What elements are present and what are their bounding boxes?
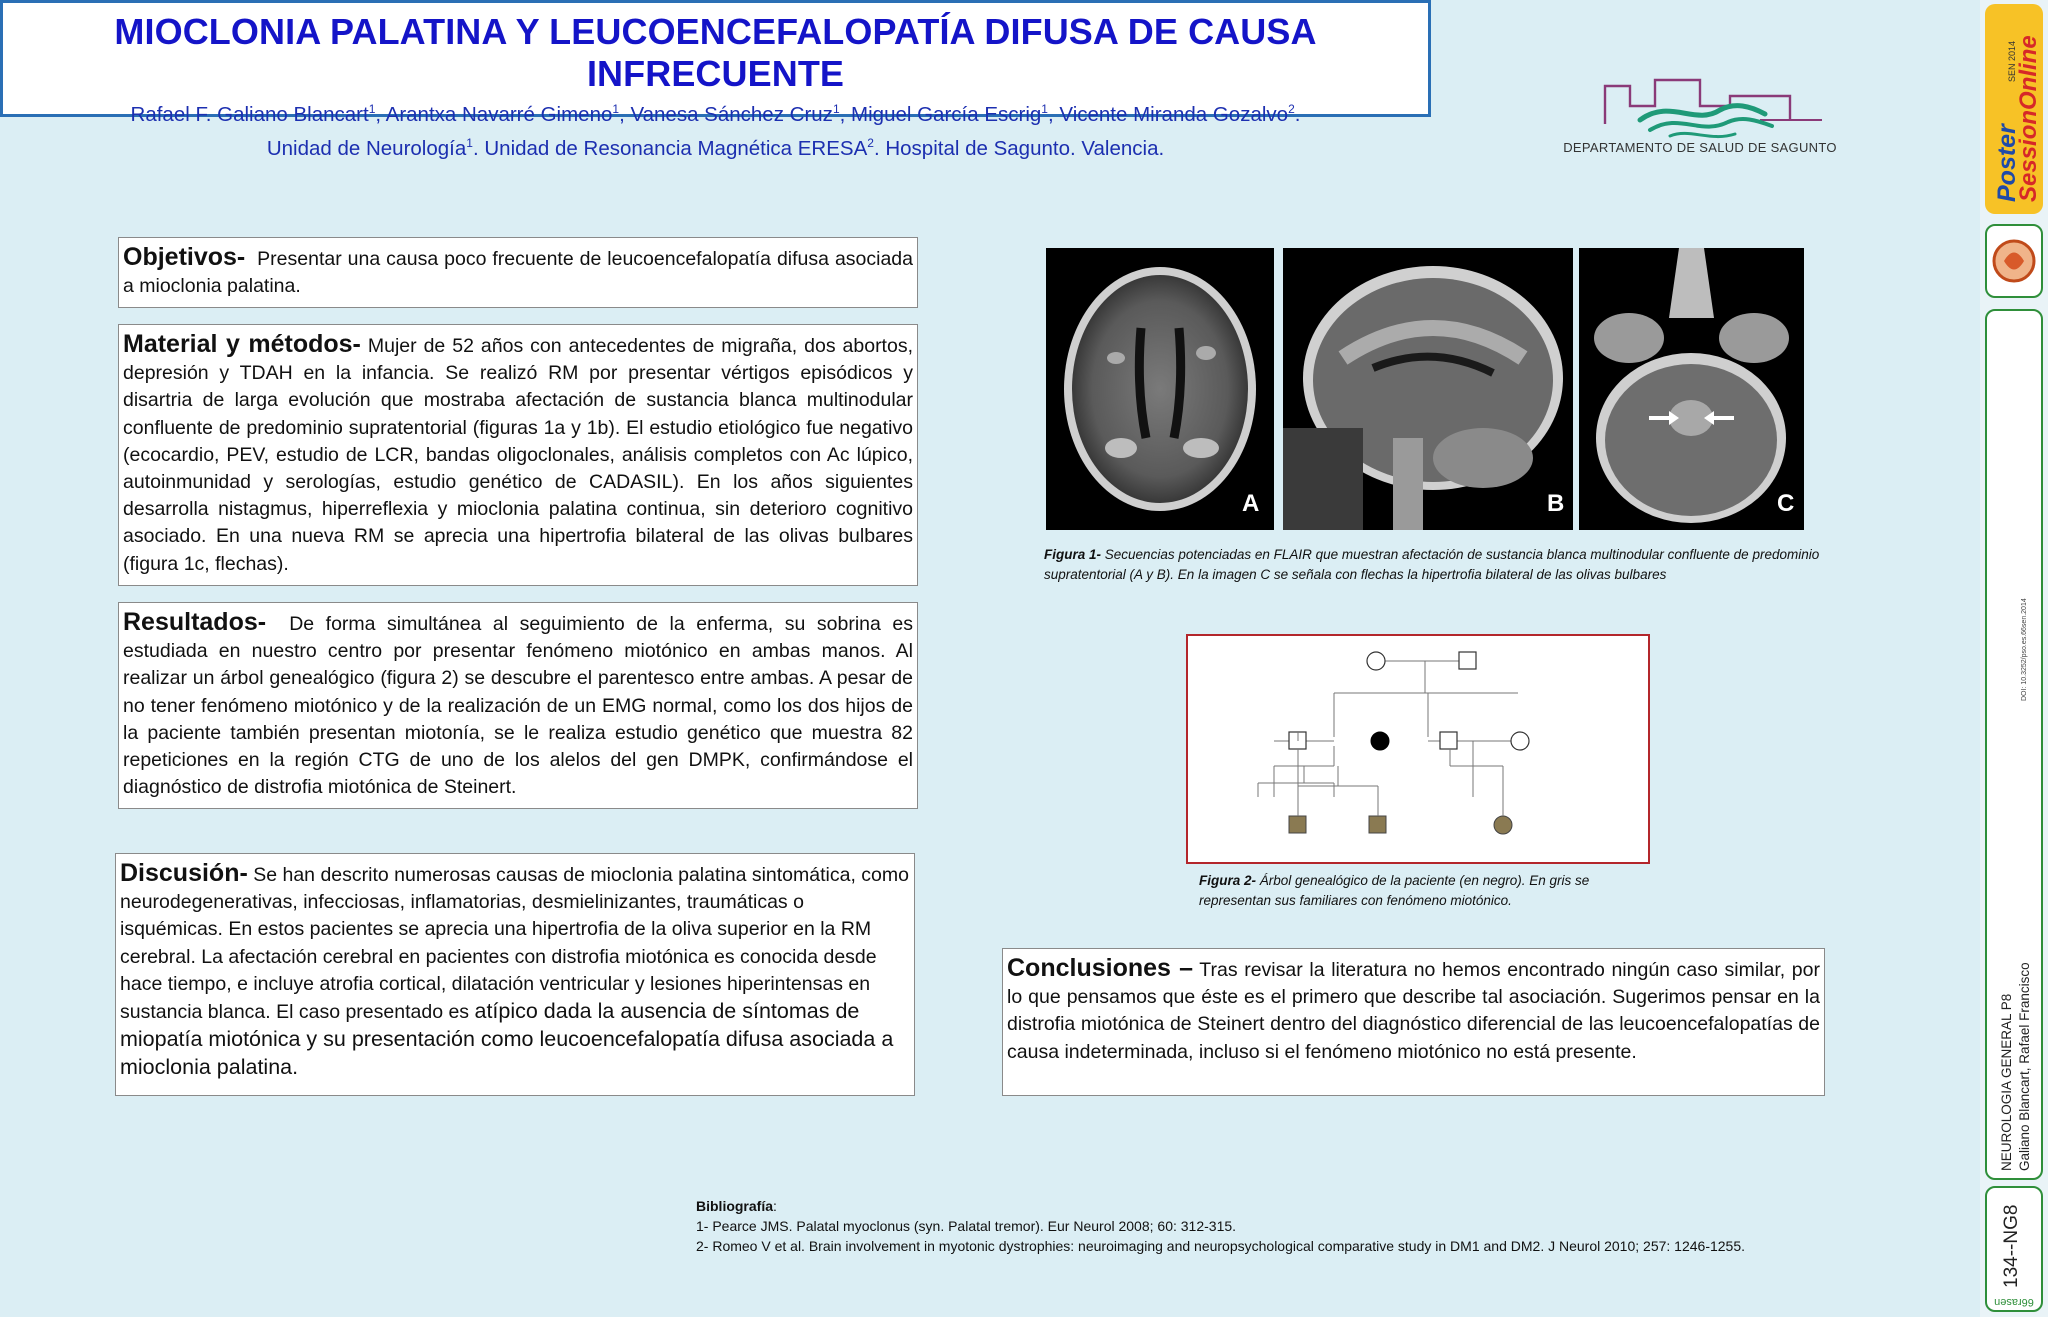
conclusiones-heading: Conclusiones – — [1007, 954, 1193, 982]
separator: . — [472, 136, 485, 160]
author-name: Arantxa Navarré Gimeno — [385, 102, 613, 126]
poster-session-online-badge[interactable] — [1985, 4, 2043, 214]
logo-caption: DEPARTAMENTO DE SALUD DE SAGUNTO — [1563, 140, 1837, 155]
figure1-label-b: B — [1547, 490, 1565, 517]
affiliation-name: Unidad de Resonancia Magnética ERESA — [484, 136, 868, 160]
separator: , — [1047, 102, 1060, 126]
material-heading: Material y métodos- — [123, 330, 361, 358]
brand-small: SEN 2014 — [2007, 40, 2017, 82]
affiliation-marker: 1 — [612, 102, 620, 116]
figure2-caption-text: Árbol genealógico de la paciente (en negro). En gris se representan sus familiares con fenómeno miotónico. — [1199, 873, 1590, 908]
brand-line1: Poster — [1993, 124, 2021, 202]
material-section — [118, 324, 918, 586]
affiliation-marker: 1 — [1041, 102, 1048, 116]
author-name: Vicente Miranda Gozalvo — [1059, 102, 1289, 126]
resultados-body: De forma simultánea al seguimiento de la enferma, su sobrina es estudiada en nuestro centro por presentar fenómeno miotónico en ambas manos. Al realizar un árbol genealógico (figura 2) se descubre el parentesco entre ambas. A pesar de no tener fenómeno miotónico y de la realización de un EMG normal, como los dos hijos de la paciente también presentan miotonía, se le realiza estudio genético que muestra 82 repeticiones en la región CTG de uno de los alelos del gen DMPK, confirmándose el diagnóstico de distrofia miotónica de Steinert. — [123, 613, 913, 799]
objetivos-heading: Objetivos- — [123, 243, 246, 271]
author-list — [3, 95, 1428, 129]
author-name: Vanesa Sánchez Cruz — [630, 102, 833, 126]
author-name: Rafael F. Galiano Blancart — [130, 102, 369, 126]
niece-symbol — [1494, 816, 1512, 834]
category-text: NEUROLOGIA GENERAL P8 — [1999, 993, 2014, 1171]
resultados-section — [118, 602, 918, 809]
author-name: Miguel García Escrig — [851, 102, 1042, 126]
separator: . Hospital de Sagunto. Valencia. — [873, 136, 1165, 160]
affiliation-list — [3, 129, 1428, 163]
figure1-label-c: C — [1777, 490, 1795, 517]
conclusiones-section — [1002, 948, 1825, 1096]
figure1-label-a: A — [1242, 490, 1260, 517]
affiliation-marker: 1 — [466, 135, 473, 150]
grandmother-symbol — [1367, 652, 1385, 670]
son2-symbol — [1369, 816, 1386, 833]
discusion-heading: Discusión- — [120, 859, 248, 887]
pedigree-figure — [1186, 634, 1650, 864]
affiliation-marker: 2 — [867, 135, 874, 150]
objetivos-body: Presentar una causa poco frecuente de leucoencefalopatía difusa asociada a mioclonia palatina. — [123, 248, 913, 298]
affiliation-name: Unidad de Neurología — [266, 136, 467, 160]
society-logo-icon — [1987, 226, 2041, 296]
material-body: Mujer de 52 años con antecedentes de migraña, dos abortos, depresión y TDAH en la infancia. Se realizó RM por presentar vértigos episódicos y disartria de larga evolución que mostraba afectación de sustancia blanca multinodular confluente de predominio supratentorial (figuras 1a y 1b). El estudio etiológico fue negativo (ecocardio, PEV, estudio de LCR, bandas oligoclonales, análisis completos con Ac lúpico, autoinmunidad y serologías, estudio genético de CADASIL). En los años siguientes desarrolla nistagmus, hiperreflexia y mioclonia palatina continua, sin deterioro cognitivo asociado. En una nueva RM se aprecia una hipertrofia bilateral de las olivas bulbares (figura 1c, flechas). — [123, 335, 913, 575]
resultados-heading: Resultados- — [123, 608, 267, 636]
doi-text: DOI: 10.3252/pso.es.66sen.2014 — [2021, 598, 2028, 701]
patient-symbol — [1371, 732, 1389, 750]
mri-axial-t2 — [1579, 248, 1804, 530]
figure2-caption-lead: Figura 2- — [1199, 873, 1257, 888]
brand-line2: SessionOnline — [2015, 35, 2042, 202]
separator: , — [375, 102, 386, 126]
poster-code-panel — [1985, 1186, 2043, 1312]
discusion-body: Se han descrito numerosas causas de mioclonia palatina sintomática, como neurodegenerativas, infecciosas, inflamatorias, desmielinizantes, traumáticas o isquémicas. En estos pacientes se aprecia una hipertrofia de la oliva superior en la RM cerebral. La afectación cerebral en pacientes con distrofia miotónica es conocida desde hace tiempo, e incluye atrofia cortical, dilatación ventricular y lesiones hiperintensas en sustancia blanca. El caso presentado es — [120, 864, 909, 1024]
title-box — [0, 0, 1431, 160]
figure1-caption-text: Secuencias potenciadas en FLAIR que muestran afectación de sustancia blanca multinodular confluente de predominio supratentorial (A y B). En la imagen C se señala con flechas la hipertrofia bilateral de las olivas bulbares — [1044, 547, 1820, 582]
conclusiones-body: Tras revisar la literatura no hemos encontrado ningún caso similar, por lo que pensamos que éste es el primero que describe tal asociación. Sugerimos pensar en la distrofia miotónica de Steinert dentro del diagnóstico diferencial de las leucoencefalopatías de causa indeterminada, incluso si el fenómeno miotónico no está presente. — [1007, 959, 1820, 1063]
poster-code: 134--NG8 — [2001, 1204, 2022, 1288]
objetivos-section — [118, 237, 918, 308]
son1-symbol — [1289, 816, 1306, 833]
society-logo-panel — [1985, 224, 2043, 298]
affiliation-marker: 2 — [1288, 102, 1295, 116]
figure1-caption-lead: Figura 1- — [1044, 547, 1102, 562]
separator: , — [839, 102, 852, 126]
grandfather-symbol — [1459, 652, 1476, 669]
discusion-section — [115, 853, 915, 1096]
author-text: Galiano Blancart, Rafael Francisco — [2017, 962, 2032, 1171]
sidebar-footer: 66rasen — [1994, 1296, 2034, 1308]
poster-title: MIOCLONIA PALATINA Y LEUCOENCEFALOPATÍA DIFUSA DE CAUSA INFRECUENTE — [114, 11, 1317, 94]
bibliography-heading: Bibliografía — [696, 1198, 774, 1214]
sister-in-law-symbol — [1511, 732, 1529, 750]
figure2-caption — [1199, 871, 1659, 911]
bibliography-item: 1- Pearce JMS. Palatal myoclonus (syn. Palatal tremor). Eur Neurol 2008; 60: 312-315. — [696, 1218, 1237, 1234]
mri-sagittal-flair — [1283, 248, 1573, 530]
affiliation-marker: 1 — [832, 102, 840, 116]
separator: , — [619, 102, 631, 126]
session-info-panel — [1985, 309, 2043, 1180]
bibliography: Bibliografía: 1- Pearce JMS. Palatal myoclonus (syn. Palatal tremor). Eur Neurol 2008; 60: 312-315. 2- Romeo V et al. Brain involvement in myotonic dystrophies: neuroimaging and neuropsychological comparative study in DM1 and DM2. J Neurol 2010; 257: 1246-1255. — [696, 1196, 1896, 1256]
discusion-body-emphasis: atípico dada la ausencia de síntomas de miopatía miotónica y su presentación como leucoencefalopatía difusa asociada a mioclonia palatina. — [120, 999, 894, 1080]
mri-axial-flair — [1046, 248, 1274, 530]
brother-symbol — [1440, 732, 1457, 749]
figure1-caption — [1044, 545, 1834, 585]
separator: . — [1294, 102, 1301, 126]
affiliation-marker: 1 — [368, 102, 376, 116]
bibliography-item: 2- Romeo V et al. Brain involvement in myotonic dystrophies: neuroimaging and neuropsychological comparative study in DM1 and DM2. J Neurol 2010; 257: 1246-1255. — [696, 1238, 1746, 1254]
